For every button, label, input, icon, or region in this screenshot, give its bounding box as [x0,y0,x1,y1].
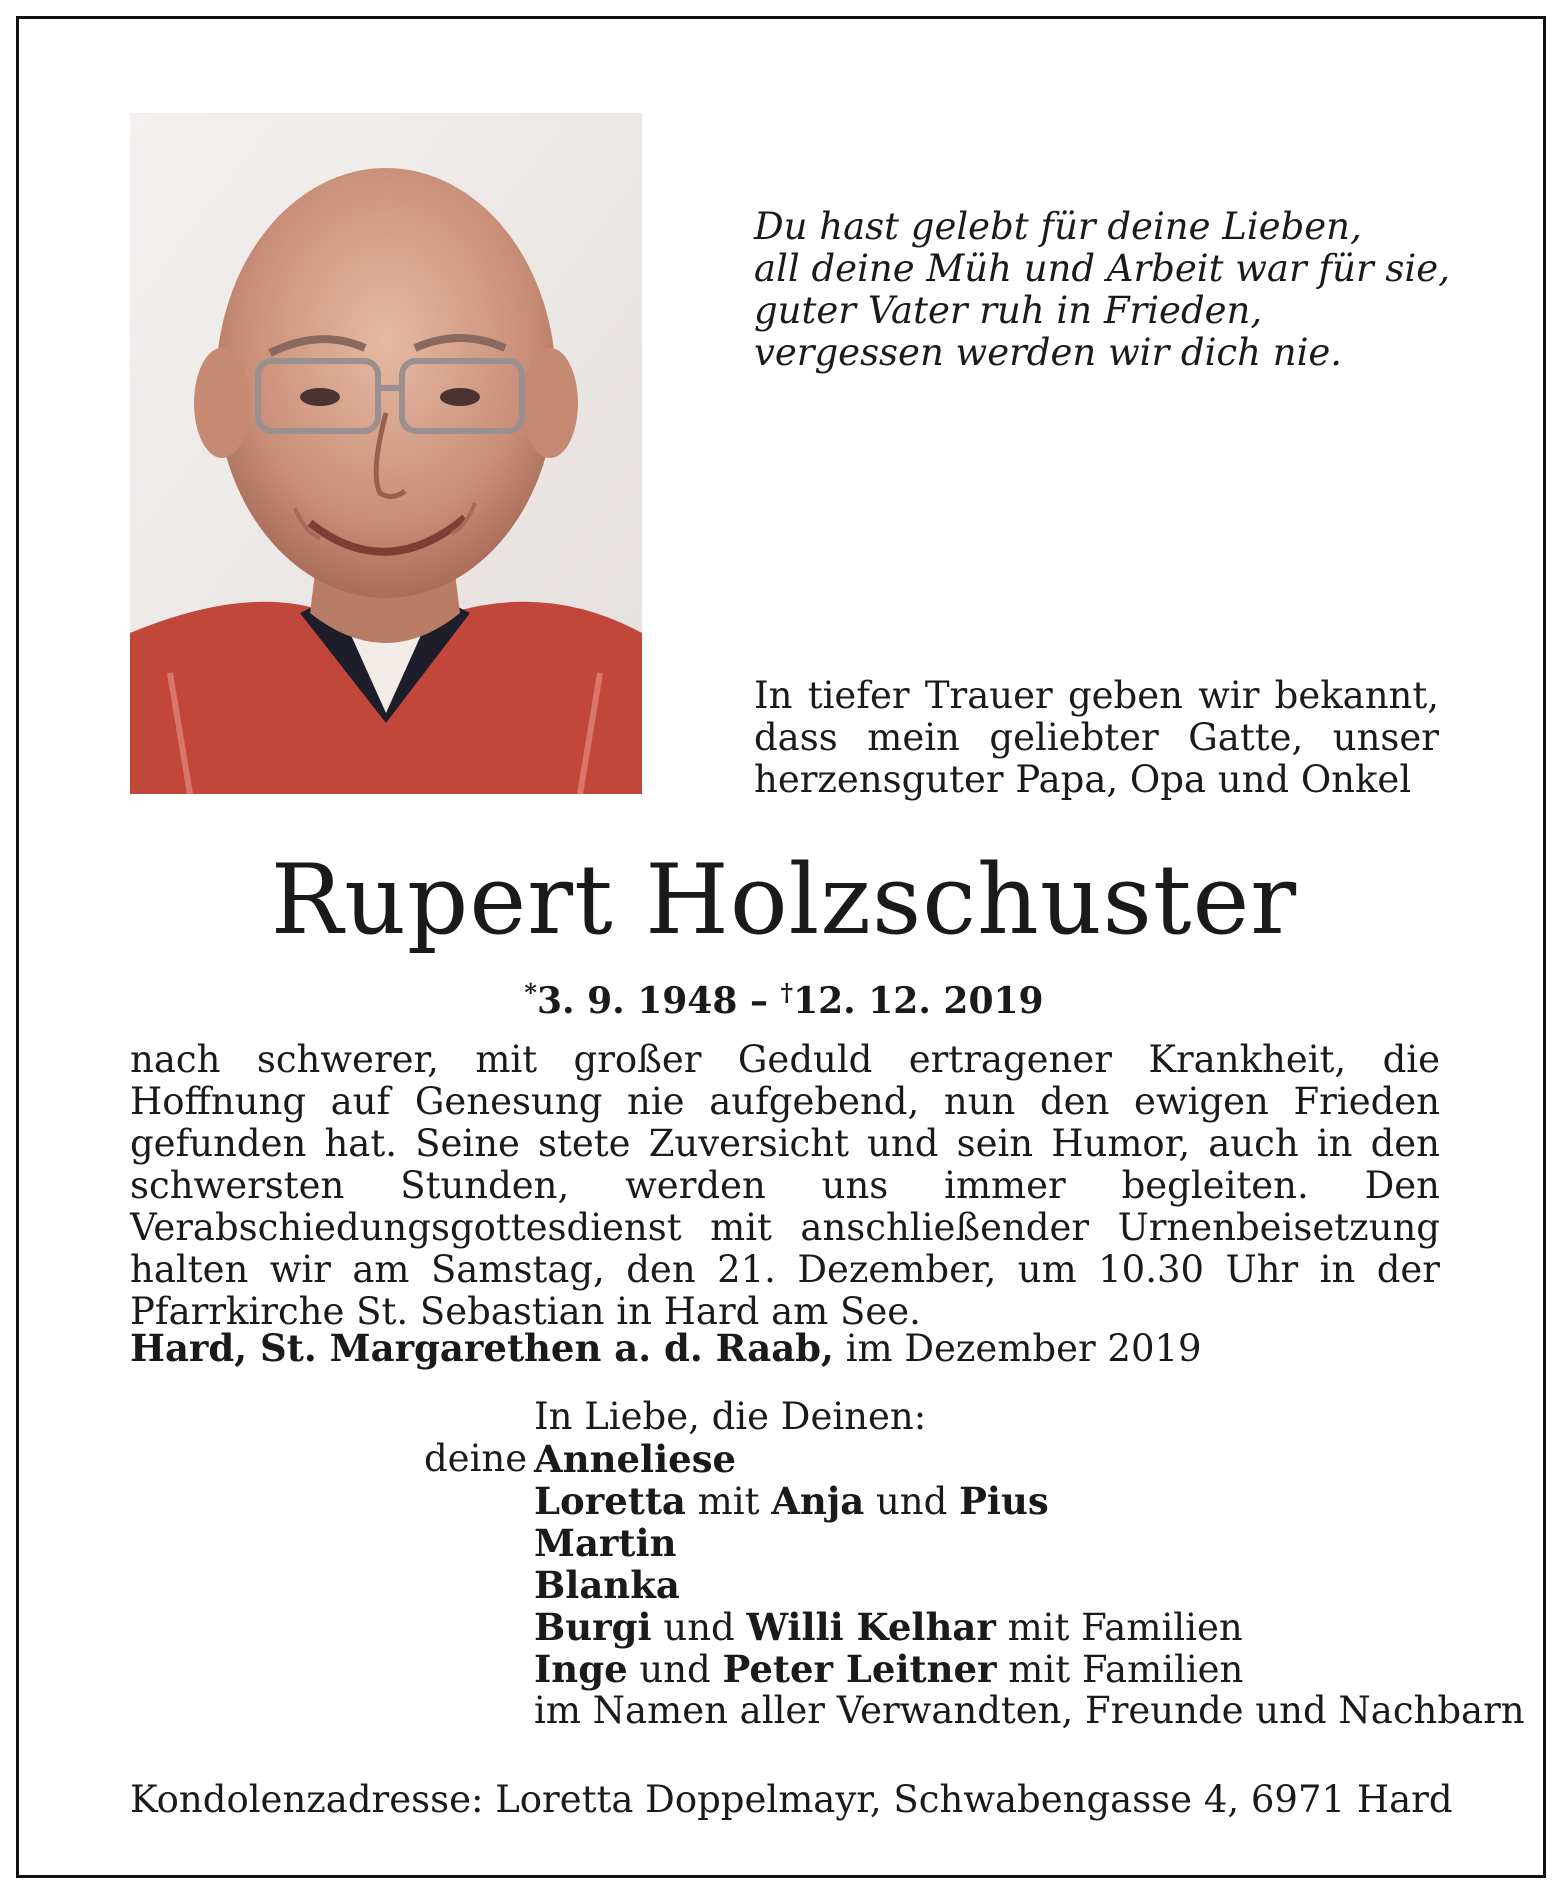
family-prefix: deine [424,1437,528,1480]
family-name: Peter Leitner [722,1647,997,1691]
family-name: Loretta [534,1479,686,1523]
poem-line: all deine Müh und Arbeit war für sie, [754,247,1450,290]
list-item [534,1648,1494,1690]
family-name: Pius [959,1479,1049,1523]
date-separator: – [749,980,768,1022]
notice-date: im Dezember 2019 [845,1327,1202,1370]
family-name: Willi Kelhar [746,1605,996,1649]
connector: und [663,1606,735,1649]
list-item [534,1564,1494,1606]
family-heading: In Liebe, die Deinen: [534,1395,927,1438]
place-and-date [130,1326,1440,1371]
condolence-address: Kondolenzadresse: Loretta Doppelmayr, Schwabengasse 4, 6971 Hard [130,1778,1453,1821]
family-name: Blanka [534,1563,680,1607]
poem-line: vergessen werden wir dich nie. [754,331,1343,374]
list-item [424,1437,1494,1481]
announcement-intro: In tiefer Trauer geben wir bekannt, dass mein geliebter Gatte, unser herzensguter Papa, Opa und Onkel [754,674,1439,801]
family-suffix: mit Familien [1007,1606,1243,1649]
death-date: 12. 12. 2019 [793,980,1044,1022]
list-item [534,1606,1494,1648]
family-name: Inge [534,1647,628,1691]
connector: und [639,1648,711,1691]
list-item [534,1480,1494,1522]
family-name: Anja [771,1479,865,1523]
family-suffix: mit Familien [1008,1648,1244,1691]
family-name: Burgi [534,1605,652,1649]
family-name: Martin [534,1521,677,1565]
connector: und [875,1480,948,1523]
portrait-photo [130,113,642,794]
family-list [424,1395,1525,1732]
memorial-poem [754,206,1454,374]
family-closing: im Namen aller Verwandten, Freunde und Nachbarn [534,1689,1525,1732]
poem-line: guter Vater ruh in Frieden, [754,289,1263,332]
family-name: Anneliese [534,1437,737,1481]
connector: mit [697,1480,760,1523]
birth-date: 3. 9. 1948 [536,980,738,1022]
poem-line: Du hast gelebt für deine Lieben, [754,205,1362,248]
deceased-name: Rupert Holzschuster [270,844,1298,956]
death-mark: † [780,978,794,1007]
obituary-body: nach schwerer, mit großer Geduld ertragener Krankheit, die Hoffnung auf Genesung nie aufgebend, nun den ewigen Frieden gefunden hat. Seine stete Zuversicht und sein Humor, auch in den schwersten Stunden, werden uns immer begleiten. Den Verabschiedungsgottesdienst mit anschließender Urnenbeisetzung halten wir am Samstag, den 21. Dezember, um 10.30 Uhr in der Pfarrkirche St. Sebastian in Hard am See. [130,1038,1440,1333]
birth-mark: * [524,978,537,1007]
places: Hard, St. Margarethen a. d. Raab, [130,1326,834,1370]
list-item [534,1522,1494,1564]
life-dates [0,971,1568,1023]
